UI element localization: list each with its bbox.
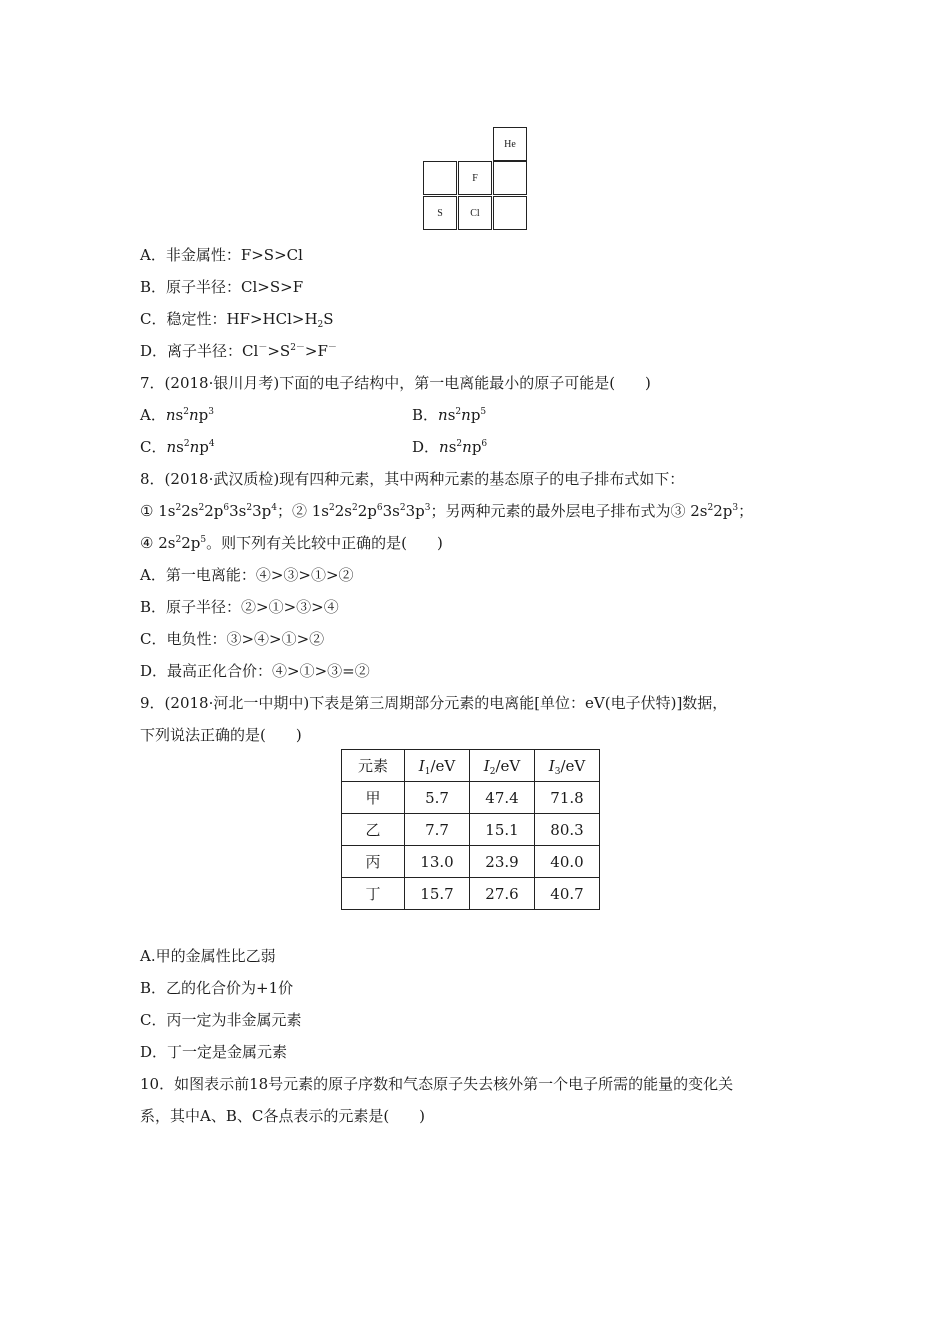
- q8-option-d: D．最高正化合价：④>①>③=②: [140, 662, 370, 680]
- cell-empty: [493, 196, 527, 230]
- cell-cl: Cl: [458, 196, 492, 230]
- q9-option-c: C．丙一定为非金属元素: [140, 1011, 302, 1029]
- table-row: [342, 814, 600, 846]
- q7-option-b: B．$ns^2np^5$: [412, 406, 487, 424]
- q8-stem-line1: 8．(2018·武汉质检)现有四种元素，其中两种元素的基态原子的电子排布式如下：: [140, 470, 685, 488]
- table-cell: 27.6: [470, 878, 535, 910]
- table-row: [342, 846, 600, 878]
- cell-he: He: [493, 127, 527, 161]
- q6-option-d: D．离子半径：$Cl^->S^{2-}>F^-$: [140, 342, 337, 360]
- table-cell: 15.7: [405, 878, 470, 910]
- q6-option-a: A．非金属性：F>S>Cl: [140, 246, 303, 264]
- table-row: [342, 878, 600, 910]
- q7-option-d: D．$ns^2np^6$: [412, 438, 488, 456]
- ionization-energy-table: [341, 749, 600, 910]
- table-cell: 40.7: [535, 878, 600, 910]
- table-header-cell: $I_3/eV$: [535, 750, 600, 782]
- table-cell: 乙: [342, 814, 405, 846]
- q8-stem-line2: ① $1s^22s^22p^63s^23p^4$；② $1s^22s^22p^63s^23p^3$；另两种元素的最外层电子排布式为③ $2s^22p^3$；: [140, 502, 754, 520]
- q7-option-c: C．$ns^2np^4$: [140, 438, 215, 456]
- table-row: [342, 782, 600, 814]
- table-cell: 7.7: [405, 814, 470, 846]
- table-cell: 丙: [342, 846, 405, 878]
- q10-stem-line1: 10．如图表示前18号元素的原子序数和气态原子失去核外第一个电子所需的能量的变化关: [140, 1075, 734, 1093]
- table-cell: 5.7: [405, 782, 470, 814]
- table-cell: 47.4: [470, 782, 535, 814]
- table-cell: 23.9: [470, 846, 535, 878]
- table-cell: 71.8: [535, 782, 600, 814]
- q8-stem-line3: ④ $2s^22p^5$。则下列有关比较中正确的是( ): [140, 534, 443, 552]
- q9-option-d: D．丁一定是金属元素: [140, 1043, 288, 1061]
- q8-option-a: A．第一电离能：④>③>①>②: [140, 566, 354, 584]
- table-cell: 80.3: [535, 814, 600, 846]
- q9-stem-line2: 下列说法正确的是( ): [140, 726, 302, 744]
- q8-option-b: B．原子半径：②>①>③>④: [140, 598, 339, 616]
- cell-f: F: [458, 161, 492, 195]
- q9-option-b: B．乙的化合价为+1价: [140, 979, 294, 997]
- q6-option-c: C．稳定性：$HF>HCl>H_2S$: [140, 310, 334, 330]
- table-header-cell: $I_1/eV$: [405, 750, 470, 782]
- table-header-row: [342, 750, 600, 782]
- q6-option-b: B．原子半径：Cl>S>F: [140, 278, 304, 296]
- q9-stem-line1: 9．(2018·河北一中期中)下表是第三周期部分元素的电离能[单位：eV(电子伏特)]数据，: [140, 694, 728, 712]
- table-cell: 甲: [342, 782, 405, 814]
- q9-option-a: A.甲的金属性比乙弱: [140, 947, 276, 965]
- q10-stem-line2: 系，其中A、B、C各点表示的元素是( ): [140, 1107, 426, 1125]
- cell-empty: [423, 161, 457, 195]
- q8-option-c: C．电负性：③>④>①>②: [140, 630, 325, 648]
- table-cell: 13.0: [405, 846, 470, 878]
- table-header-cell: 元素: [342, 750, 405, 782]
- table-cell: 15.1: [470, 814, 535, 846]
- table-header-cell: $I_2/eV$: [470, 750, 535, 782]
- q7-stem: 7．(2018·银川月考)下面的电子结构中，第一电离能最小的原子可能是( ): [140, 374, 651, 392]
- cell-s: S: [423, 196, 457, 230]
- table-cell: 丁: [342, 878, 405, 910]
- cell-empty: [493, 161, 527, 195]
- q7-option-a: A．$ns^2np^3$: [140, 406, 214, 424]
- table-cell: 40.0: [535, 846, 600, 878]
